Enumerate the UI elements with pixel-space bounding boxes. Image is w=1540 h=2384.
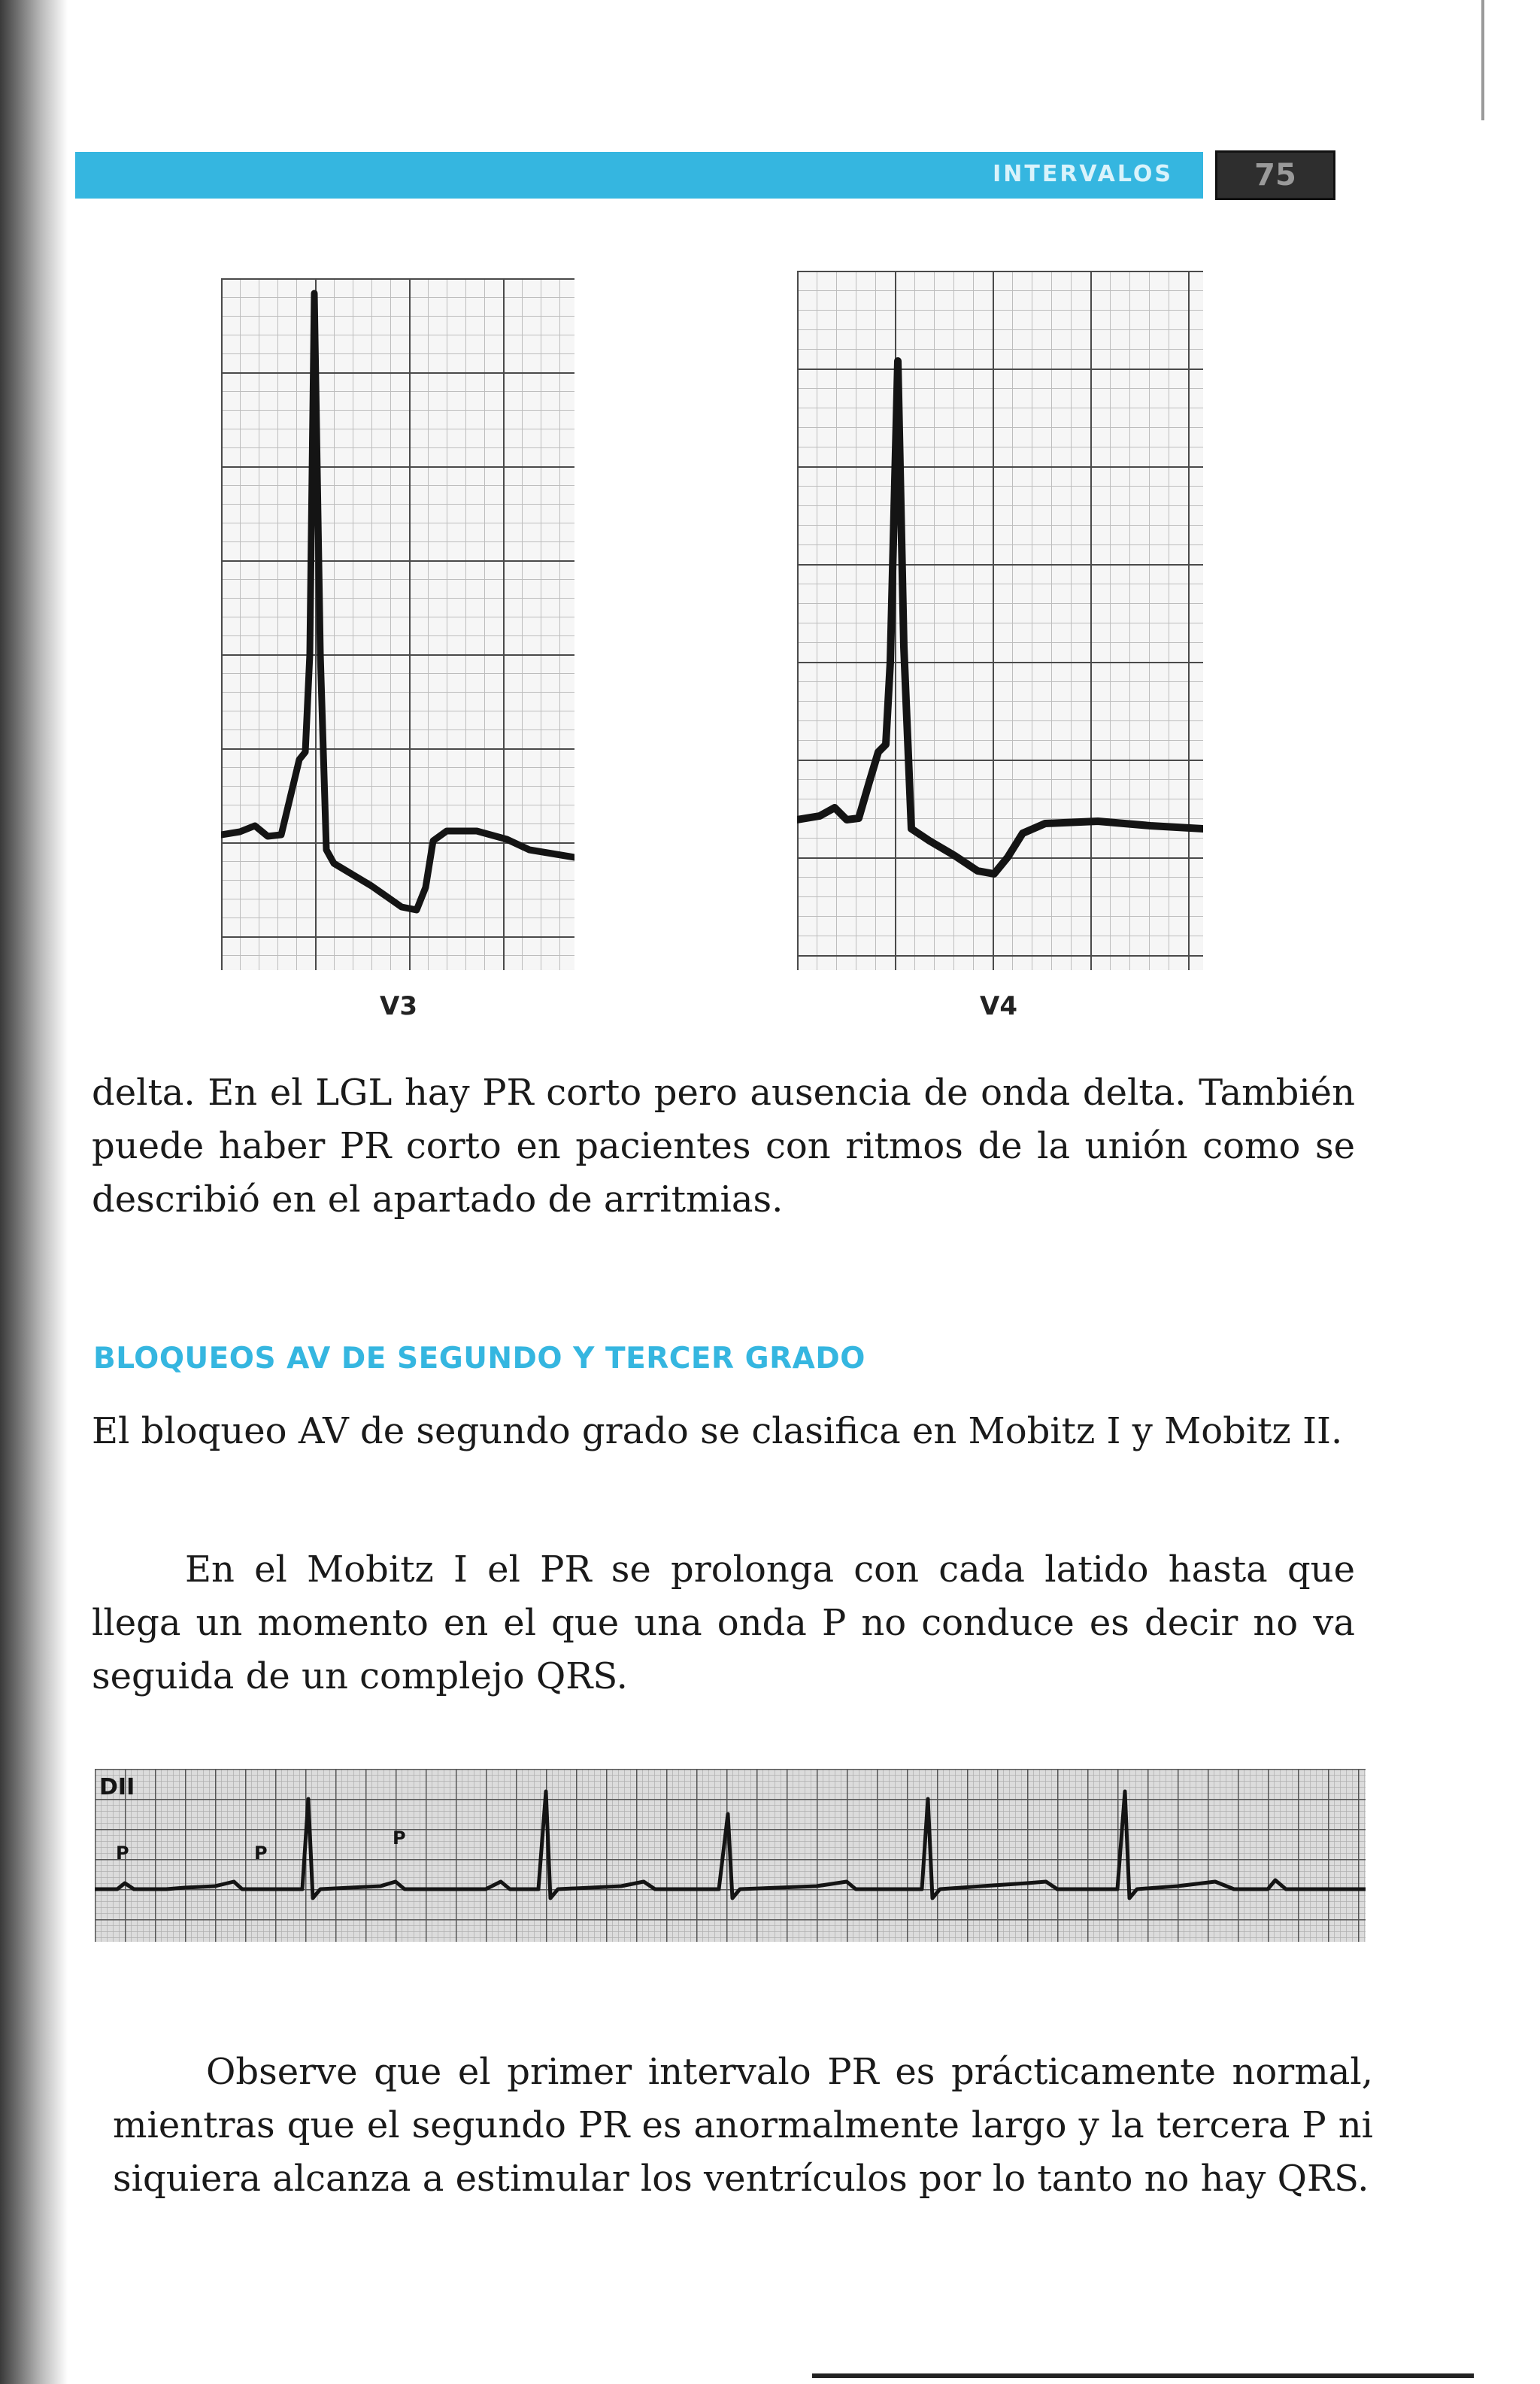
header-section-title: INTERVALOS	[993, 161, 1173, 187]
lead-label-v3: V3	[380, 991, 417, 1021]
rhythm-lead-label: DII	[99, 1774, 135, 1800]
ecg-grid-major	[221, 278, 574, 970]
page-edge-rule	[1481, 0, 1484, 120]
page-number: 75	[1215, 150, 1335, 200]
ecg-v3-figure	[221, 278, 574, 970]
page-bottom-rule	[812, 2373, 1474, 2378]
book-binding-shadow	[0, 0, 68, 2384]
lead-label-v4: V4	[980, 991, 1017, 1021]
ecg-v4-figure	[797, 271, 1203, 970]
paragraph-observation: Observe que el primer intervalo PR es prácticamente normal, mientras que el segundo PR es anormalmente largo y la tercera P ni siquiera alcanza a estimular los ventrículos por lo tanto no hay QRS.	[113, 2051, 1373, 2200]
p-wave-label: P	[116, 1843, 129, 1864]
paragraph-mobitz-i: En el Mobitz I el PR se prolonga con cada latido hasta que llega un momento en el que una onda P no conduce es decir no va seguida de un complejo QRS.	[92, 1548, 1355, 1697]
running-header	[75, 152, 1203, 199]
paragraph-lgl: delta. En el LGL hay PR corto pero ausencia de onda delta. También puede haber PR corto en pacientes con ritmos de la unión como se describió en el apartado de arritmias.	[92, 1072, 1355, 1221]
section-heading: BLOQUEOS AV DE SEGUNDO Y TERCER GRADO	[93, 1342, 865, 1376]
ecg-rhythm-strip	[95, 1769, 1366, 1942]
paragraph-classification: El bloqueo AV de segundo grado se clasifica en Mobitz I y Mobitz II.	[92, 1410, 1343, 1452]
p-wave-label: P	[393, 1827, 406, 1849]
p-wave-label: P	[254, 1843, 268, 1864]
